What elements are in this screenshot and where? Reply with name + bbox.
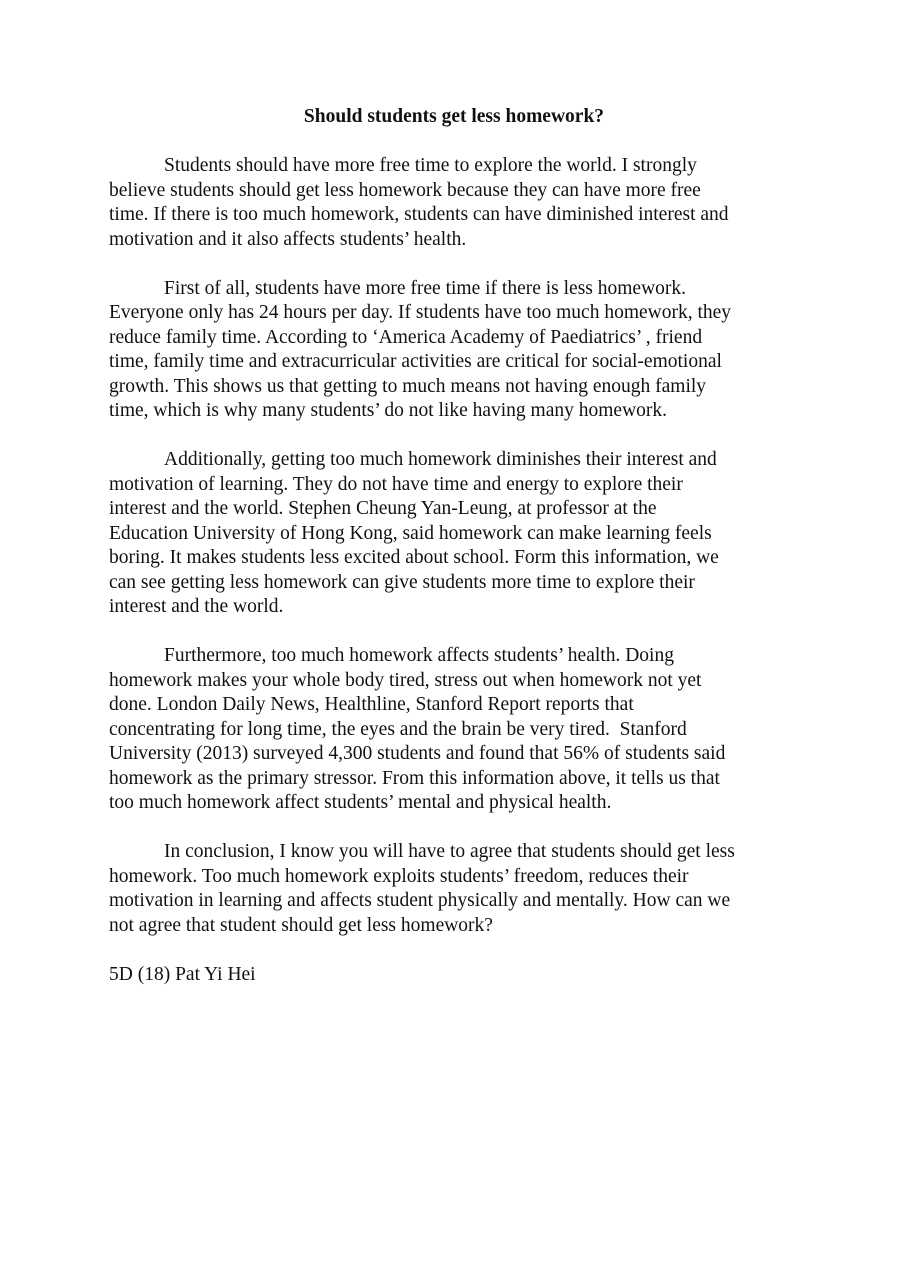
- text-line: motivation and it also affects students’ health.: [109, 228, 467, 250]
- text-line: First of all, students have more free time if there is less homework.: [164, 277, 687, 299]
- text-line: time, family time and extracurricular activities are critical for social-emotional: [109, 351, 722, 372]
- text-line: In conclusion, I know you will have to agree that students should get less: [164, 841, 735, 862]
- text-line: growth. This shows us that getting to much means not having enough family: [109, 375, 707, 397]
- text-line: time. If there is too much homework, students can have diminished interest and: [109, 204, 729, 225]
- text-line: Furthermore, too much homework affects students’ health. Doing: [164, 645, 674, 666]
- author-signature: 5D (18) Pat Yi Hei: [109, 963, 256, 985]
- text-line: concentrating for long time, the eyes and the brain be very tired. Stanford: [109, 718, 687, 740]
- document-title: Should students get less homework?: [303, 106, 605, 127]
- text-line: believe students should get less homework because they can have more free: [109, 179, 701, 201]
- text-line: interest and the world.: [109, 596, 284, 617]
- document-body: [109, 154, 799, 938]
- text-line: not agree that student should get less homework?: [109, 914, 493, 936]
- paragraph: [109, 277, 799, 424]
- paragraph: [109, 644, 799, 816]
- text-line: interest and the world. Stephen Cheung Yan-Leung, at professor at the: [109, 498, 657, 519]
- text-line: can see getting less homework can give students more time to explore their: [109, 571, 695, 593]
- text-line: homework makes your whole body tired, stress out when homework not yet: [109, 669, 702, 691]
- text-line: done. London Daily News, Healthline, Stanford Report reports that: [109, 694, 634, 715]
- paragraph: [109, 154, 799, 252]
- text-line: motivation in learning and affects student physically and mentally. How can we: [109, 890, 731, 911]
- paragraph: [109, 840, 799, 938]
- text-line: boring. It makes students less excited about school. Form this information, we: [109, 547, 719, 568]
- text-line: University (2013) surveyed 4,300 students and found that 56% of students said: [109, 743, 726, 764]
- text-line: homework. Too much homework exploits students’ freedom, reduces their: [109, 865, 689, 887]
- text-line: time, which is why many students’ do not like having many homework.: [109, 400, 668, 421]
- text-line: homework as the primary stressor. From this information above, it tells us that: [109, 767, 720, 789]
- text-line: motivation of learning. They do not have time and energy to explore their: [109, 473, 683, 495]
- text-line: Students should have more free time to explore the world. I strongly: [164, 155, 697, 176]
- text-line: too much homework affect students’ mental and physical health.: [109, 792, 612, 813]
- text-line: Additionally, getting too much homework diminishes their interest and: [164, 449, 717, 470]
- text-line: Everyone only has 24 hours per day. If students have too much homework, they: [109, 302, 732, 323]
- text-line: reduce family time. According to ‘America Academy of Paediatrics’ , friend: [109, 326, 703, 348]
- text-line: Education University of Hong Kong, said homework can make learning feels: [109, 522, 712, 544]
- paragraph: [109, 448, 799, 620]
